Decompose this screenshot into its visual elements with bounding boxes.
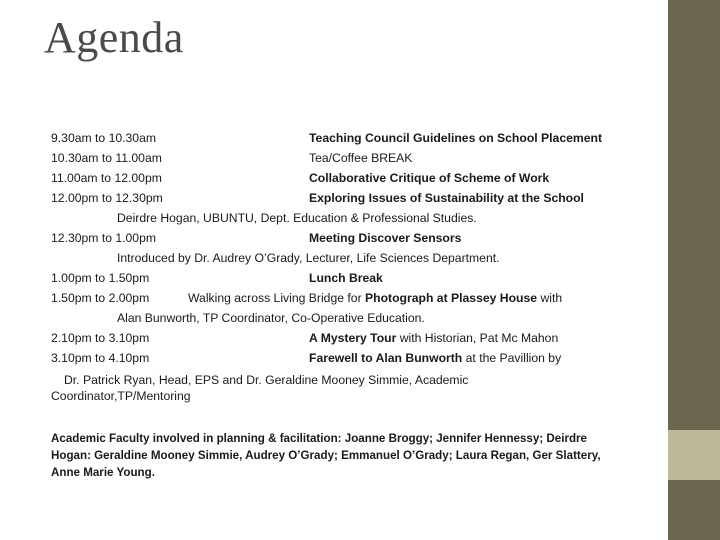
side-bar-top bbox=[668, 0, 720, 430]
agenda-row bbox=[51, 270, 383, 286]
agenda-detail: Coordinator,TP/Mentoring bbox=[51, 389, 191, 403]
agenda-item: Meeting Discover Sensors bbox=[309, 231, 462, 245]
agenda-item bbox=[309, 350, 561, 366]
agenda-row bbox=[51, 330, 559, 346]
agenda-detail: Introduced by Dr. Audrey O’Grady, Lecturer, Life Sciences Department. bbox=[117, 251, 500, 265]
agenda-row bbox=[51, 150, 413, 166]
agenda-item: Teaching Council Guidelines on School Placement bbox=[309, 131, 602, 145]
agenda-item: Collaborative Critique of Scheme of Work bbox=[309, 171, 550, 185]
faculty-note: Academic Faculty involved in planning & facilitation: Joanne Broggy; Jennifer Hennessy; Deirdre Hogan: Geraldine Mooney Simmie, Audrey O’Grady; Emmanuel O’Grady; Laura Regan, Ger Slattery, Anne Marie Young. bbox=[51, 432, 601, 479]
agenda-time: 12.00pm to 12.30pm bbox=[51, 191, 163, 205]
agenda-item bbox=[309, 330, 558, 346]
agenda-item-bold: Photograph at Plassey House bbox=[365, 291, 538, 305]
agenda-row bbox=[51, 290, 563, 306]
agenda-time: 12.30pm to 1.00pm bbox=[51, 231, 157, 245]
agenda-item bbox=[188, 290, 562, 306]
agenda-item-text: Walking across Living Bridge for bbox=[188, 291, 366, 305]
side-bar-accent bbox=[668, 430, 720, 480]
side-bar-bottom bbox=[668, 480, 720, 540]
agenda-item: Lunch Break bbox=[309, 271, 383, 285]
agenda-row bbox=[51, 190, 584, 206]
agenda-detail: Deirdre Hogan, UBUNTU, Dept. Education & Professional Studies. bbox=[117, 211, 477, 225]
agenda-detail: Alan Bunworth, TP Coordinator, Co-Operative Education. bbox=[117, 311, 425, 325]
agenda-item: Exploring Issues of Sustainability at the School bbox=[309, 191, 584, 205]
agenda-item: Tea/Coffee BREAK bbox=[309, 151, 413, 165]
agenda-detail: Dr. Patrick Ryan, Head, EPS and Dr. Geraldine Mooney Simmie, Academic bbox=[64, 373, 469, 387]
agenda-row bbox=[51, 170, 550, 186]
page-title: Agenda bbox=[44, 13, 184, 62]
agenda-item-text: with Historian, Pat Mc Mahon bbox=[396, 331, 559, 345]
agenda-time: 3.10pm to 4.10pm bbox=[51, 351, 150, 365]
agenda-time: 9.30am to 10.30am bbox=[51, 131, 157, 145]
agenda-row bbox=[51, 130, 602, 146]
agenda-time: 1.00pm to 1.50pm bbox=[51, 271, 150, 285]
agenda-row bbox=[51, 230, 462, 246]
agenda-time: 10.30am to 11.00am bbox=[51, 151, 162, 165]
agenda-time: 11.00am to 12.00pm bbox=[51, 171, 162, 185]
agenda-item-bold: Farewell to Alan Bunworth bbox=[309, 351, 463, 365]
agenda-item-bold: A Mystery Tour bbox=[309, 331, 397, 345]
agenda-time: 1.50pm to 2.00pm bbox=[51, 291, 150, 305]
agenda-row bbox=[51, 350, 562, 366]
agenda-time: 2.10pm to 3.10pm bbox=[51, 331, 150, 345]
agenda-item-text: with bbox=[537, 291, 563, 305]
agenda-item-text: at the Pavillion by bbox=[462, 351, 562, 365]
